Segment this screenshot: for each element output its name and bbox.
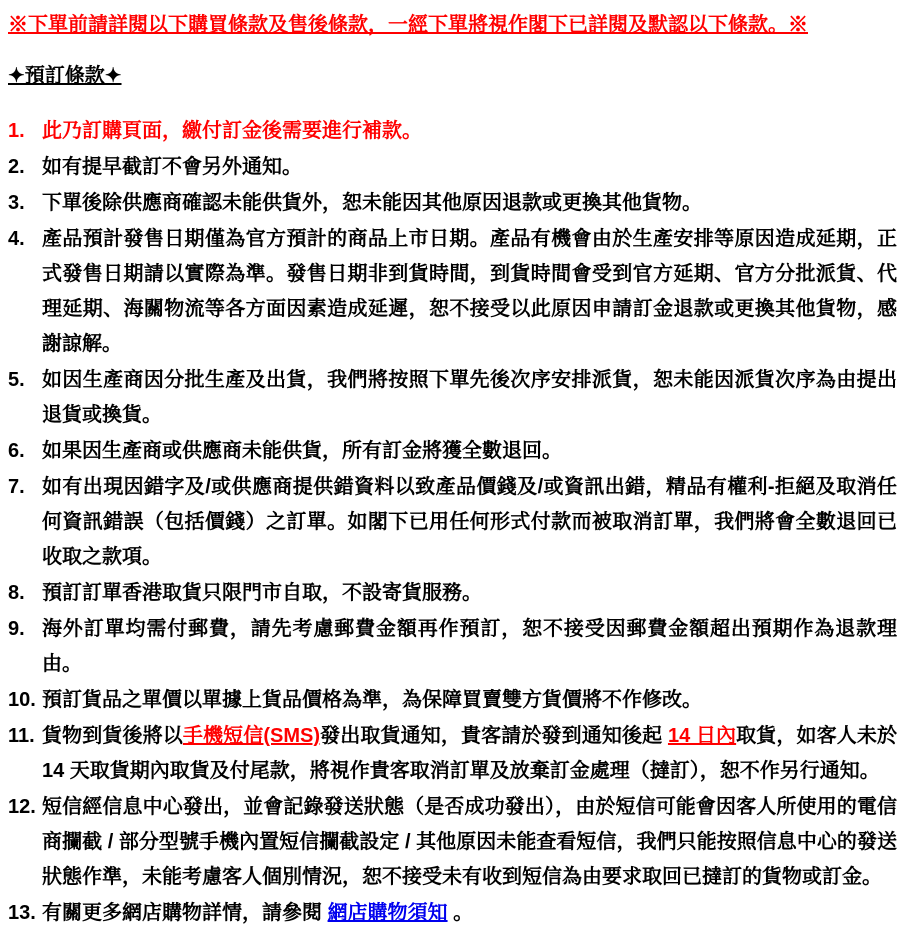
term-item <box>8 363 897 433</box>
term-text-segment: 短信經信息中心發出，並會記錄發送狀態（是否成功發出），由於短信可能會因客人所使用的電信商攔截 / 部分型號手機內置短信攔截設定 / 其他原因未能查看短信，我們只能按照信息中心的發送狀態作準，未能考慮客人個別情況，恕不接受未有收到短信為由要求取回已撻訂的貨物或訂金。 <box>42 796 897 888</box>
term-text <box>42 186 897 221</box>
term-text <box>42 114 897 149</box>
term-text <box>42 470 897 575</box>
term-text-segment: 。 <box>447 902 474 924</box>
term-text-segment: 有關更多網店購物詳情，請參閱 <box>42 902 328 924</box>
term-item <box>8 576 897 611</box>
term-item <box>8 896 897 931</box>
term-number: 7. <box>8 476 25 498</box>
term-text-segment: 如有提早截訂不會另外通知。 <box>42 156 302 178</box>
term-number: 13. <box>8 902 36 924</box>
preorder-terms-heading: ✦預訂條款✦ <box>8 65 122 87</box>
term-item <box>8 790 897 895</box>
sms-notice-emphasis: 手機短信(SMS) <box>182 725 321 747</box>
term-item <box>8 222 897 362</box>
term-text-segment: 此乃訂購頁面，繳付訂金後需要進行補款。 <box>42 120 422 142</box>
term-text <box>42 576 897 611</box>
term-text-segment: 預訂貨品之單價以單據上貨品價格為準，為保障買賣雙方貨價將不作修改。 <box>42 689 702 711</box>
term-text-segment: 取貨，如客人未於 14 天取貨期內取貨及付尾款，將視作貴客取消訂單及放棄訂金處理（撻訂），恕不作另行通知。 <box>42 725 898 782</box>
term-number: 9. <box>8 618 25 640</box>
term-number: 3. <box>8 192 25 214</box>
term-text-segment: 產品預計發售日期僅為官方預計的商品上市日期。產品有機會由於生產安排等原因造成延期，正式發售日期請以實際為準。發售日期非到貨時間，到貨時間會受到官方延期、官方分批派貨、代理延期、海關物流等各方面因素造成延遲，恕不接受以此原因申請訂金退款或更換其他貨物，感謝諒解。 <box>42 228 897 355</box>
term-number: 8. <box>8 582 25 604</box>
term-item <box>8 683 897 718</box>
term-item <box>8 434 897 469</box>
term-text-segment: 如果因生產商或供應商未能供貨，所有訂金將獲全數退回。 <box>42 440 562 462</box>
term-text-segment: 如有出現因錯字及/或供應商提供錯資料以致產品價錢及/或資訊出錯，精品有權利-拒絕及取消任何資訊錯誤（包括價錢）之訂單。如閣下已用任何形式付款而被取消訂單，我們將會全數退回已收取之款項。 <box>42 476 897 568</box>
term-number: 4. <box>8 228 25 250</box>
term-number: 11. <box>8 725 35 747</box>
shop-guide-link[interactable]: 網店購物須知 <box>327 902 448 924</box>
term-text <box>42 612 897 682</box>
term-text-segment: 貨物到貨後將以 <box>42 725 183 747</box>
term-text <box>42 363 897 433</box>
pickup-deadline-emphasis: 14 日內 <box>667 725 737 747</box>
term-text-segment: 下單後除供應商確認未能供貨外，恕未能因其他原因退款或更換其他貨物。 <box>42 192 702 214</box>
term-number: 2. <box>8 156 25 178</box>
term-text <box>42 790 897 895</box>
term-text-segment: 海外訂單均需付郵費，請先考慮郵費金額再作預訂，恕不接受因郵費金額超出預期作為退款理由。 <box>42 618 897 675</box>
term-text <box>42 150 897 185</box>
term-text-segment: 發出取貨通知，貴客請於發到通知後起 <box>320 725 668 747</box>
term-item <box>8 719 897 789</box>
purchase-terms-notice: ※下單前請詳閱以下購買條款及售後條款，一經下單將視作閣下已詳閱及默認以下條款。※ <box>8 14 808 36</box>
term-text <box>42 683 897 718</box>
term-number: 5. <box>8 369 25 391</box>
term-item <box>8 150 897 185</box>
term-text <box>42 434 897 469</box>
term-item <box>8 470 897 575</box>
term-item <box>8 114 897 149</box>
term-item <box>8 186 897 221</box>
term-number: 1. <box>8 120 25 142</box>
term-item <box>8 612 897 682</box>
section-title-wrap <box>8 63 897 114</box>
term-text-segment: 預訂訂單香港取貨只限門市自取，不設寄貨服務。 <box>42 582 482 604</box>
term-text-segment: 如因生產商因分批生產及出貨，我們將按照下單先後次序安排派貨，恕未能因派貨次序為由提出退貨或換貨。 <box>42 369 897 426</box>
term-text <box>42 896 897 931</box>
term-number: 6. <box>8 440 25 462</box>
term-number: 12. <box>8 796 36 818</box>
term-text <box>42 719 897 789</box>
term-number: 10. <box>8 689 36 711</box>
term-text <box>42 222 897 362</box>
terms-list <box>8 114 897 931</box>
